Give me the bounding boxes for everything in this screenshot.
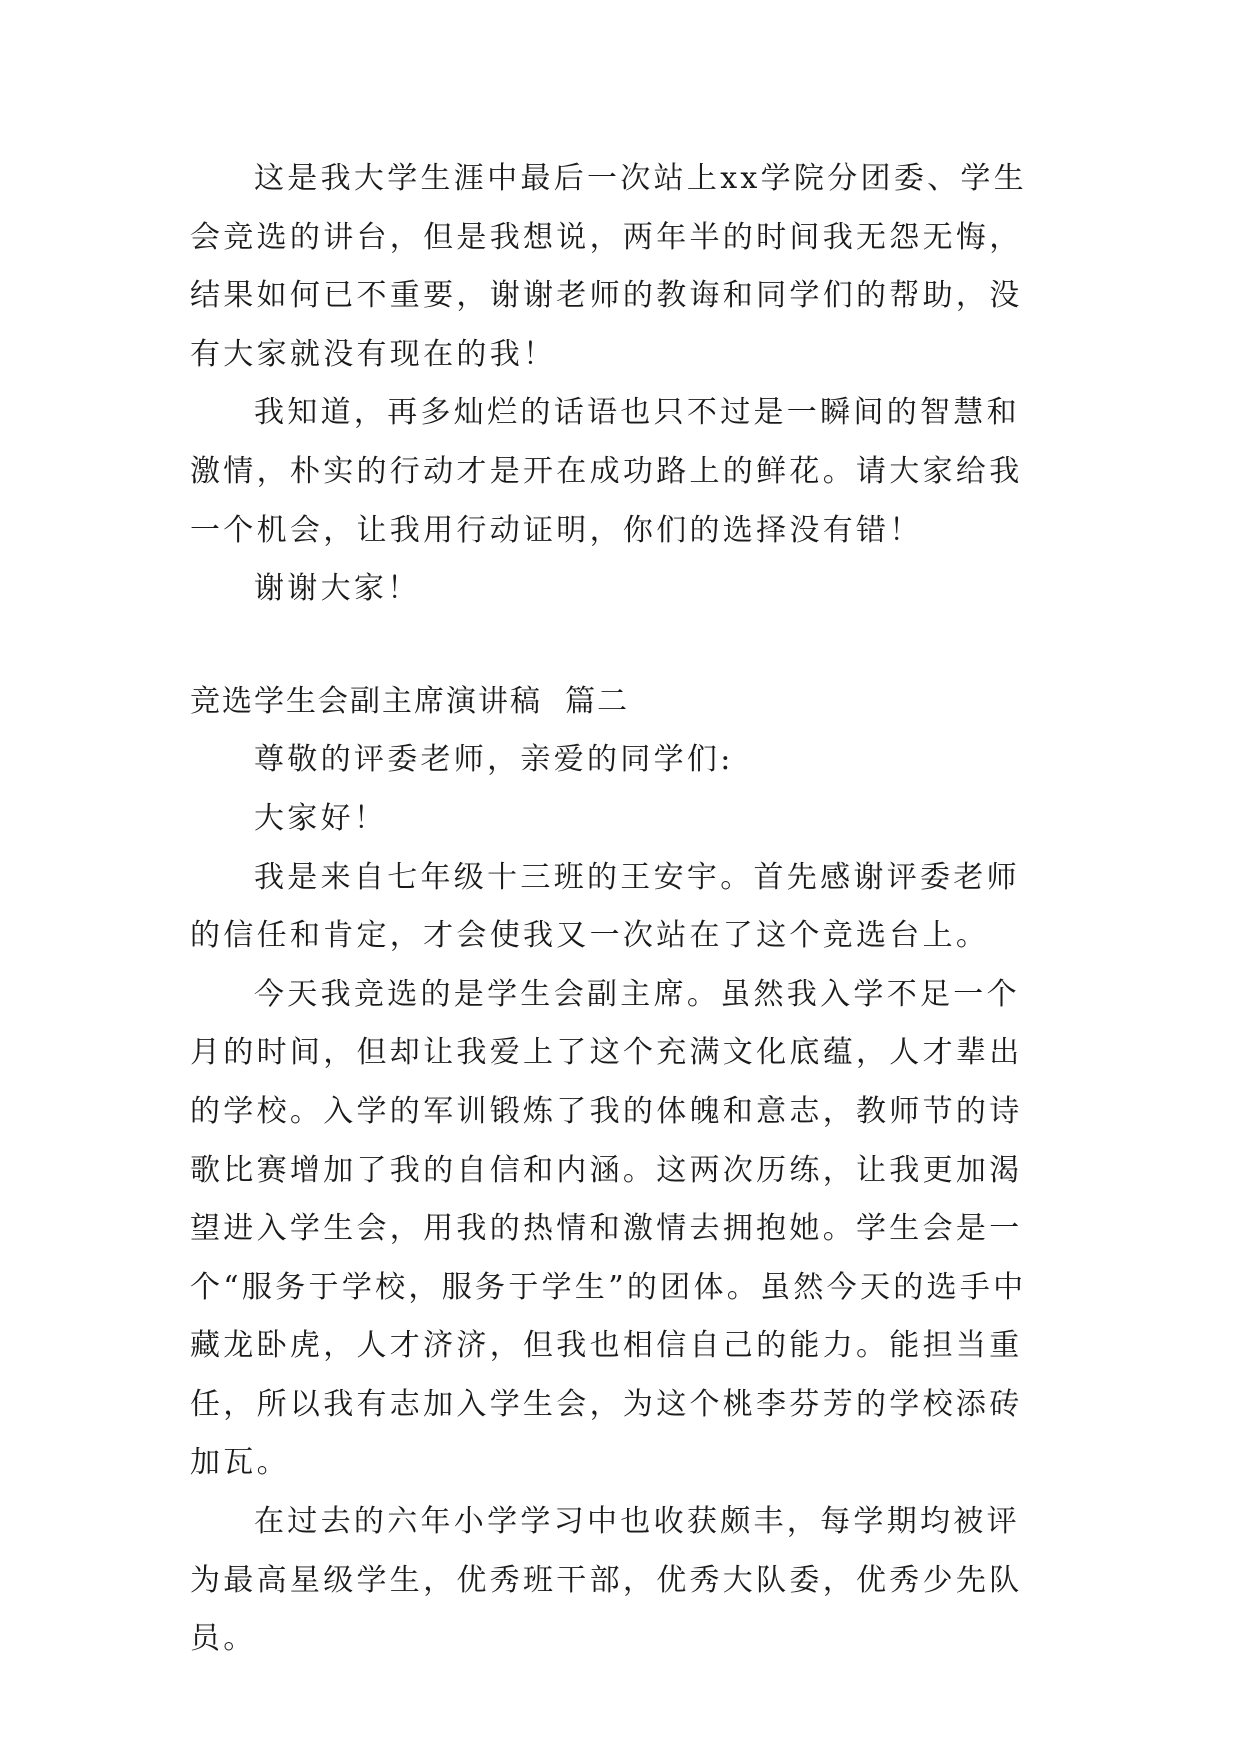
paragraph-self-introduction: 我是来自七年级十三班的王安宇。首先感谢评委老师的信任和肯定，才会使我又一次站在了这个竞选台上。 (190, 859, 1020, 954)
paragraph-campaign-reason: 今天我竞选的是学生会副主席。虽然我入学不足一个月的时间，但却让我爱上了这个充满文化底蕴，人才辈出的学校。入学的军训锻炼了我的体魄和意志，教师节的诗歌比赛增加了我的自信和内涵。这两次历练，让我更加渴望进入学生会，用我的热情和激情去拥抱她。学生会是一个“服务于学校，服务于学生”的团体。虽然今天的选手中藏龙卧虎，人才济济，但我也相信自己的能力。能担当重任，所以我有志加入学生会，为这个桃李芬芳的学校添砖加瓦。 (190, 976, 1027, 1481)
paragraph-past-achievements: 在过去的六年小学学习中也收获颇丰，每学期均被评为最高星级学生，优秀班干部，优秀大队委，优秀少先队员。 (190, 1504, 1023, 1657)
document-body (190, 150, 1052, 1669)
paragraph-request-chance: 我知道，再多灿烂的话语也只不过是一瞬间的智慧和激情，朴实的行动才是开在成功路上的鲜花。请大家给我一个机会，让我用行动证明，你们的选择没有错！ (190, 395, 1023, 548)
paragraph-greeting: 大家好！ (254, 800, 388, 836)
section-title: 竞选学生会副主席演讲稿 篇二 (190, 683, 630, 719)
paragraph-salutation: 尊敬的评委老师，亲爱的同学们: (254, 742, 734, 778)
paragraph-closing-statement: 这是我大学生涯中最后一次站上xx学院分团委、学生会竞选的讲台，但是我想说，两年半的时间我无怨无悔，结果如何已不重要，谢谢老师的教诲和同学们的帮助，没有大家就没有现在的我！ (190, 161, 1028, 372)
paragraph-thanks: 谢谢大家！ (254, 571, 421, 607)
